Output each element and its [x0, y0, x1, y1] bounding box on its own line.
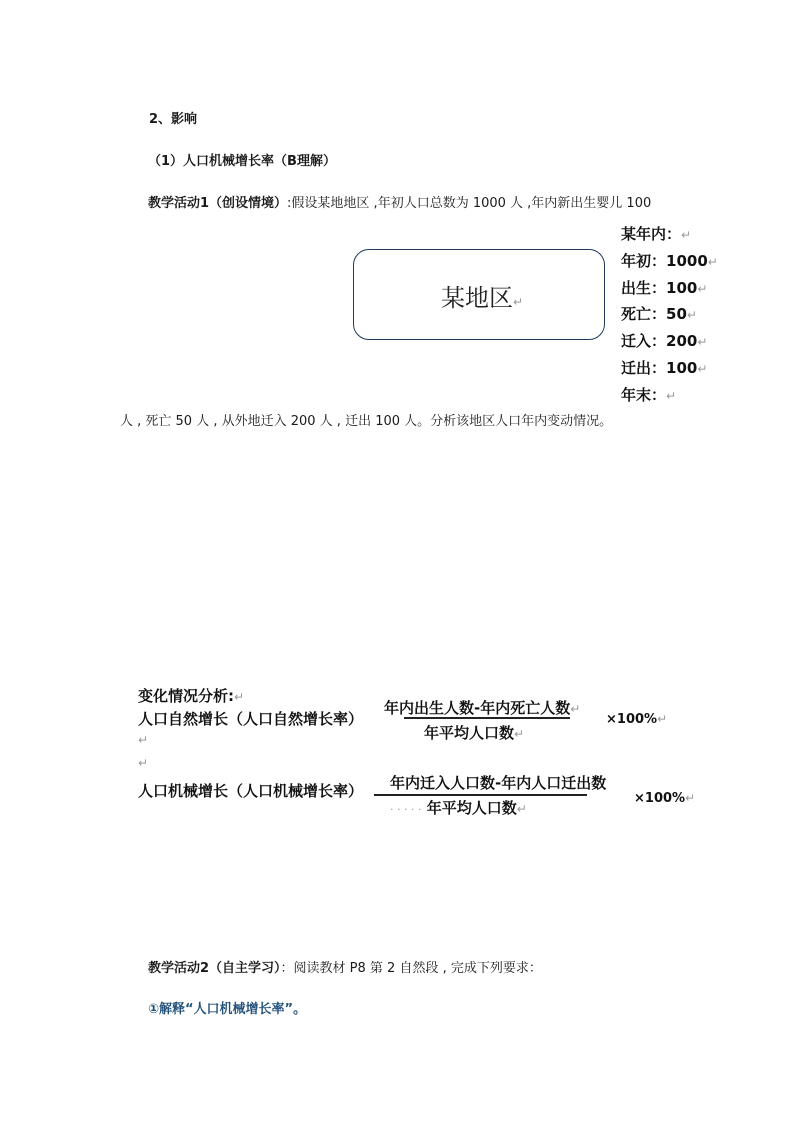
natural-fraction-line — [404, 717, 570, 719]
stats-item-emigration: 迁出：100↵ — [621, 358, 708, 377]
activity2-paragraph — [148, 957, 542, 976]
mechanical-multiplier: ×100%↵ — [634, 791, 696, 806]
subsection-heading: （1）人口机械增长率（B理解） — [148, 154, 336, 169]
region-label: 某地区↵ — [441, 284, 524, 312]
region-box — [353, 249, 605, 340]
natural-numerator: 年内出生人数-年内死亡人数↵ — [384, 699, 581, 717]
activity2-text: ：阅读教材 P8 第 2 自然段 , 完成下列要求： — [280, 961, 542, 976]
natural-growth-label: 人口自然增长（人口自然增长率） — [138, 710, 364, 728]
activity1-label: 教学活动1（创设情境） — [148, 196, 288, 211]
stats-item-end: 年末：↵ — [621, 385, 677, 404]
empty-paragraph-mark: ↵ — [138, 756, 149, 770]
stats-item-death: 死亡：50↵ — [621, 305, 697, 324]
mechanical-growth-label: 人口机械增长（人口机械增长率） — [138, 782, 364, 800]
natural-multiplier: ×100%↵ — [606, 712, 668, 727]
stats-item-start: 年初：1000↵ — [621, 251, 718, 270]
empty-paragraph-mark: ↵ — [138, 733, 149, 747]
task1: ①解释“人口机械增长率”。 — [148, 1002, 307, 1017]
stats-item-immigration: 迁入：200↵ — [621, 332, 708, 351]
activity1-text-line2: 人 , 死亡 50 人 , 从外地迁入 200 人 , 迁出 100 人。分析该地区人口年内变动情况。 — [120, 414, 613, 429]
section-heading: 2、影响 — [149, 112, 198, 127]
activity1-text-line1: :假设某地地区 ,年初人口总数为 1000 人 ,年内新出生婴儿 100 — [287, 196, 652, 211]
stats-item-birth: 出生：100↵ — [621, 278, 708, 297]
analysis-title: 变化情况分析:↵ — [138, 687, 245, 705]
natural-denominator: 年平均人口数↵ — [424, 724, 525, 742]
stats-title: 某年内：↵ — [621, 225, 692, 243]
mechanical-denominator: · · · · · 年平均人口数↵ — [390, 799, 527, 817]
mechanical-numerator: 年内迁入人口数-年内人口迁出数 — [390, 774, 607, 792]
activity2-label: 教学活动2（自主学习） — [148, 961, 281, 976]
year-stats-list — [621, 222, 718, 410]
activity1-paragraph — [148, 192, 651, 211]
mechanical-fraction-line — [374, 794, 587, 796]
